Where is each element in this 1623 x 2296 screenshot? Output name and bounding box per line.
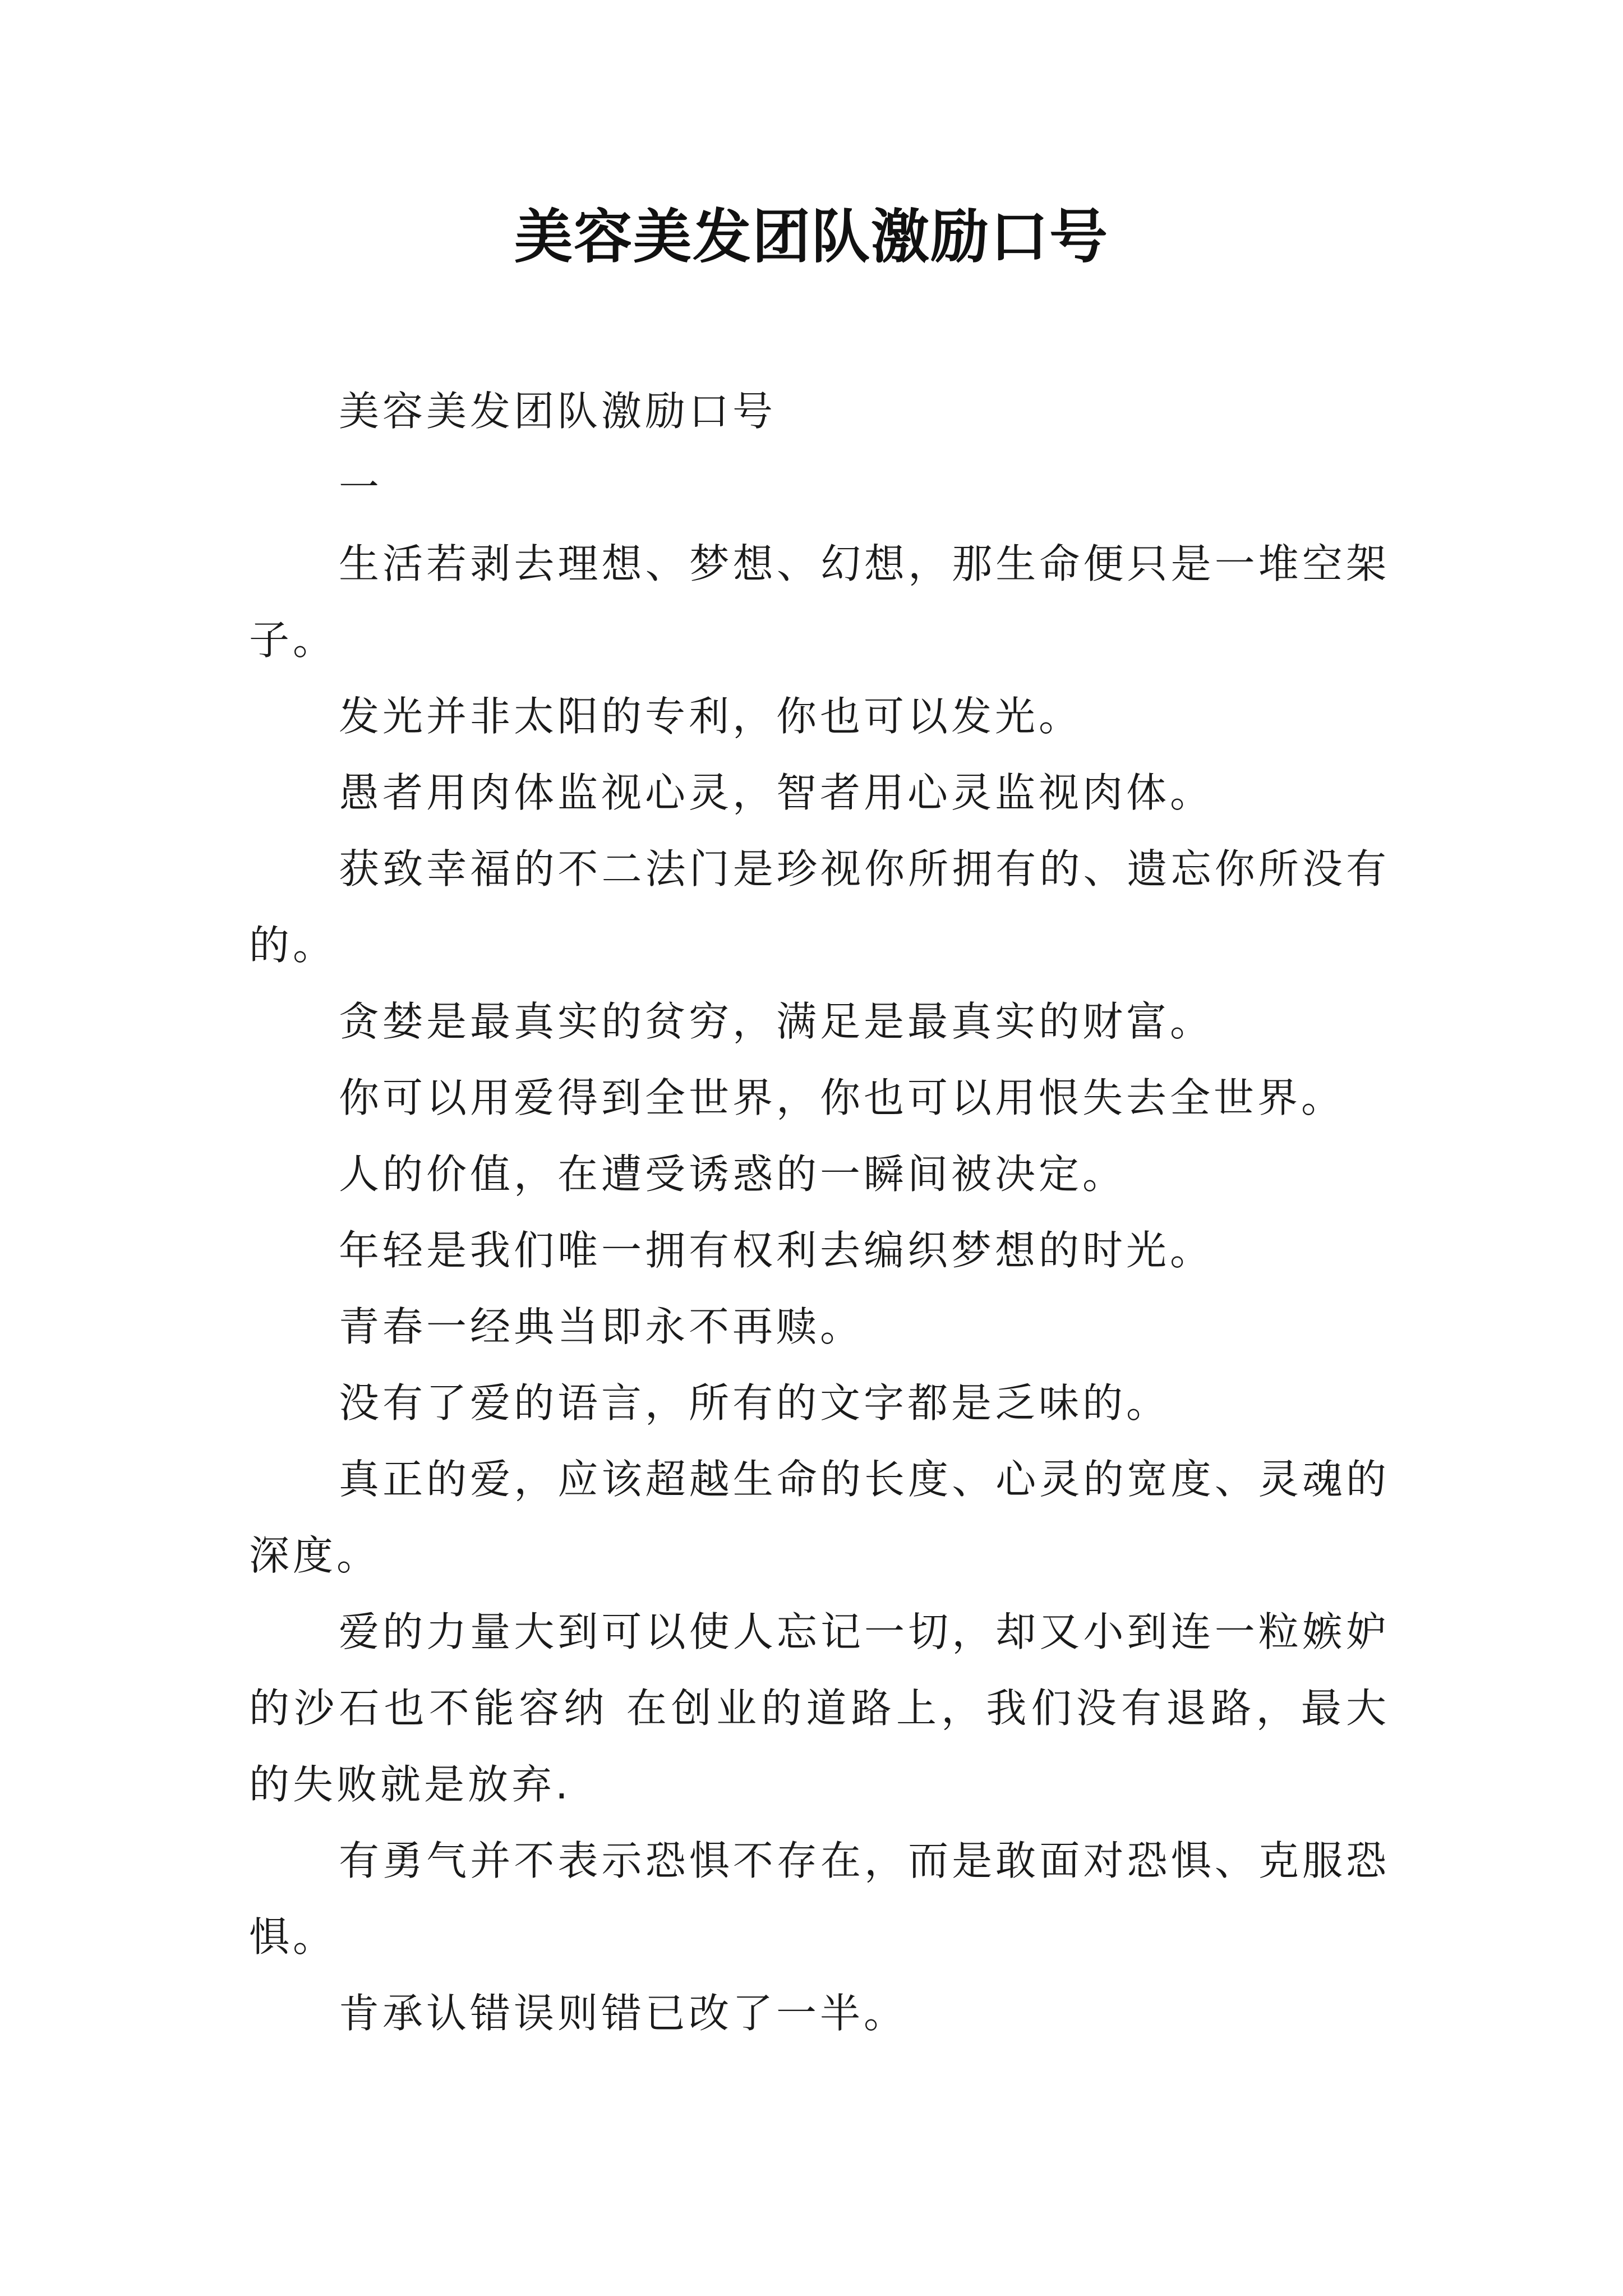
paragraph: 一: [339, 464, 383, 511]
paragraph: 青春一经典当即永不再赎。: [339, 1303, 864, 1350]
paragraph: 年轻是我们唯一拥有权利去编织梦想的时光。: [339, 1227, 1214, 1274]
paragraph: 肯承认错误则错已改了一半。: [339, 1990, 908, 2037]
paragraph: 人的价值，在遭受诱惑的一瞬间被决定。: [339, 1151, 1127, 1198]
paragraph: 有勇气并不表示恐惧不存在，而是敢面对恐惧、克服恐惧。: [249, 1837, 1390, 1961]
paragraph: 没有了爱的语言，所有的文字都是乏味的。: [339, 1379, 1170, 1427]
paragraph: 美容美发团队激励口号: [339, 388, 777, 435]
paragraph: 你可以用爱得到全世界，你也可以用恨失去全世界。: [339, 1074, 1345, 1121]
paragraph: 获致幸福的不二法门是珍视你所拥有的、遗忘你所没有的。: [249, 845, 1390, 969]
paragraph: 贪婪是最真实的贫穷，满足是最真实的财富。: [339, 998, 1214, 1045]
document-body: [249, 373, 1390, 2051]
paragraph: 生活若剥去理想、梦想、幻想，那生命便只是一堆空架子。: [249, 540, 1390, 664]
paragraph: 发光并非太阳的专利，你也可以发光。: [339, 693, 1083, 740]
paragraph: 愚者用肉体监视心灵，智者用心灵监视肉体。: [339, 769, 1214, 816]
document-title: 美容美发团队激励口号: [514, 202, 1109, 271]
paragraph: 爱的力量大到可以使人忘记一切，却又小到连一粒嫉妒的沙石也不能容纳 在创业的道路上，我们没有退路，最大的失败就是放弃.: [249, 1608, 1390, 1808]
paragraph: 真正的爱，应该超越生命的长度、心灵的宽度、灵魂的深度。: [249, 1456, 1390, 1579]
